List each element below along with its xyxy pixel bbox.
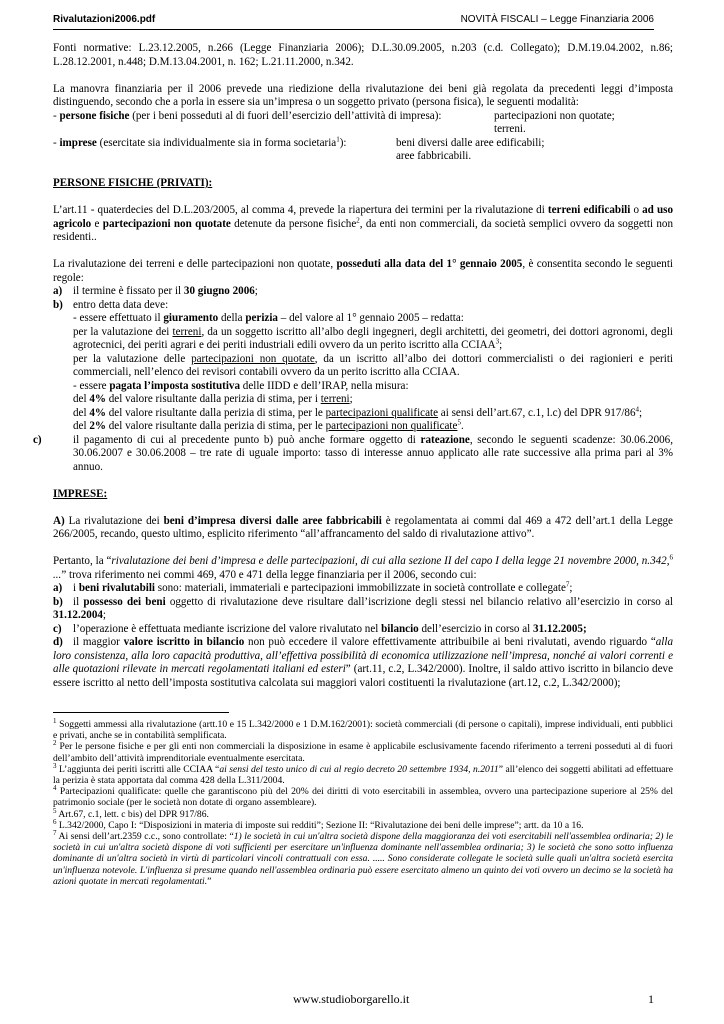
intro-paragraph: La manovra finanziaria per il 2006 prevede una riedizione della rivalutazione dei beni già regolata da precedenti leggi d’imposta distinguendo, secondo che a porla in essere sia un’impresa o un soggetto privato (persona fisica), le seguenti modalità:: [53, 82, 673, 108]
footnote-4: $^4$ Partecipazioni qualificate: quelle che garantiscono più del 20% dei diritti di voto esercitabili in assemblea, ovvero una partecipazione superiore al 25% del patrimonio sociale (per le società non dotate di organo assembleare).: [53, 784, 673, 809]
rule-b: b) entro detta data deve:: [53, 298, 169, 311]
imprese-item-b: b) il possesso dei beni oggetto di rivalutazione deve risultare dall’iscrizione degli stessi nel bilancio relativo all’esercizio in corso al 31.12.2004;: [53, 595, 673, 621]
footnote-3: $^3$ L’aggiunta dei periti iscritti alle CCIAA “ai sensi del testo unico di cui al regio decreto 20 settembre 1934, n.2011” all’elenco dei soggetti abilitati ad effettuare la perizia è stata apportata dal comma 428 della L.311/2004.: [53, 761, 673, 787]
rule-c: c) il pagamento di cui al precedente punto b) può anche formare oggetto di rateazione, secondo le seguenti scadenze: 30.06.2006, 30.06.2007 e 30.06.2008 – tre rate di uguale importo: tasso di interesse annuo applicato alle rate successive alla prima pari al 3% annuo.: [33, 433, 673, 473]
header-divider: [53, 29, 654, 30]
imprese-item-d: d) il maggior valore iscritto in bilancio non può eccedere il valore effettivamente attribuibile ai beni rivalutati, avendo riguardo “alla loro consistenza, alla loro capacità produttiva, all’effettiva possibilità di economica utilizzazione nell’impresa, nonché ai valori correnti e alle quotazioni rilevate in mercati regolamentati italiani ed esteri” (art.11, c.2, L.342/2000). Inoltre, il saldo attivo iscritto in bilancio deve essere iscritto al netto dell’imposta sostitutiva calcolata sui maggiori valori costituenti la rivalutazione (art.12, c.2, L.342/2000);: [53, 636, 674, 689]
fonti-normative: Fonti normative: L.23.12.2005, n.266 (Legge Finanziaria 2006); D.L.30.09.2005, n.203 (c.d. Collegato); D.M.19.04.2002, n.86; L.28.12.2001, n.448; D.M.13.04.2001, n. 162; L.21.11.2000, n.342.: [53, 42, 673, 68]
rule-b-imposta: - essere pagata l’imposta sostitutiva delle IIDD e dell’IRAP, nella misura:: [73, 379, 409, 392]
imprese-item-c: c) l’operazione è effettuata mediante iscrizione del valore rivalutato nel bilancio dell’esercizio in corso al 31.12.2005;: [53, 622, 587, 635]
imp-label: imprese: [59, 136, 97, 149]
imp-item: beni diversi dalle aree edificabili;: [396, 136, 545, 149]
footer-website[interactable]: www.studioborgarello.it: [293, 992, 410, 1006]
pf-label: persone fisiche: [59, 109, 130, 122]
rule-b-terreni: per la valutazione dei terreni, da un soggetto iscritto all’albo degli ingegneri, degli architetti, dei geometri, dei dottori agronomi, degli agrotecnici, dei periti agrari e dei periti industriali edili ovvero da un perito iscritto alla CCIAA$^3$;: [73, 325, 673, 351]
modalita-imprese: - imprese (esercitate sia individualmente sia in forma societaria$^1$): beni diversi dalle aree edificabili;: [53, 134, 545, 149]
s2-paragraph-2: Pertanto, la “rivalutazione dei beni d’impresa e delle partecipazioni, di cui alla sezione II del capo I della legge 21 novembre 2000, n.342,$^6$ ...” trova riferimento nei commi 469, 470 e 471 della legge finanziaria per il 2006, secondo cui:: [53, 553, 673, 581]
footnote-5: $^5$ Art.67, c.1, lett. c bis) del DPR 917/86.: [53, 806, 209, 820]
rule-b-perizia: - essere effettuato il giuramento della perizia – del valore al 1° gennaio 2005 – redatta:: [73, 312, 464, 324]
rule-b-aliquota-terreni: del 4% del valore risultante dalla perizia di stima, per i terreni;: [73, 393, 353, 405]
rule-a: a) il termine è fissato per il 30 giugno 2006;: [53, 285, 258, 297]
footnote-7: $^7$ Ai sensi dell’art.2359 c.c., sono controllate: “1) le società in cui un'altra società dispone della maggioranza dei voti esercitabili nell'assemblea ordinaria; 2) le società in cui un'altra società dispone di voti sufficienti per esercitare un'influenza dominante nell'assemblea ordinaria; 3) le società che sono sotto influenza dominante di un'altra società in virtù di particolari vincoli contrattuali con essa. ..... Sono considerate collegate le società sulle quali un'altra società esercita un'influenza notevole. L'influenza si presume quando nell'assemblea ordinaria può essere esercitato almeno un quinto dei voti ovvero un decimo se la società ha azioni quotate in mercati regolamentati.”: [53, 828, 673, 887]
page-header: [53, 14, 654, 30]
header-filename: Rivalutazioni2006.pdf: [53, 14, 156, 25]
footnote-divider: [53, 712, 229, 713]
header-title: NOVITÀ FISCALI – Legge Finanziaria 2006: [460, 14, 654, 25]
rule-b-aliquota-non-qualificate: del 2% del valore risultante dalla perizia di stima, per le partecipazioni non qualificate$^5$.: [73, 418, 464, 432]
s1-paragraph-2: La rivalutazione dei terreni e delle partecipazioni non quotate, posseduti alla data del 1° gennaio 2005, è consentita secondo le seguenti regole:: [53, 258, 673, 284]
rule-b-aliquota-qualificate: del 4% del valore risultante dalla perizia di stima, per le partecipazioni qualificate ai sensi dell’art.67, c.1, l.c) del DPR $917/86^4$;: [73, 404, 643, 419]
pf-item: terreni.: [494, 123, 526, 135]
s1-paragraph-1: L’art.11 - quaterdecies del D.L.203/2005, al comma 4, prevede la riapertura dei termini per la rivalutazione di terreni edificabili o ad uso agricolo e partecipazioni non quotate detenute da persone fisiche$^2$, da enti non commerciali, da società semplici ovvero da soggetti non residenti..: [53, 204, 673, 243]
imp-item: aree fabbricabili.: [396, 150, 472, 162]
imprese-item-a: a) i beni rivalutabili sono: materiali, immateriali e partecipazioni immobilizzate in società controllate e collegate$^7$;: [53, 580, 573, 594]
footnote-1: $^1$ Soggetti ammessi alla rivalutazione (artt.10 e 15 L.342/2000 e 1 D.M.162/2001): società commerciali (di persone o capitali), imprese individuali, enti pubblici e privati, anche se in contabilità semplificata.: [53, 716, 673, 742]
rule-b-partecipazioni: per la valutazione delle partecipazioni non quotate, da un iscritto all’albo dei dottori commercialisti o dei ragionieri e periti commerciali, nell’elenco dei revisori contabili ovvero da un perito iscritto alla CCIAA.: [73, 352, 673, 378]
document-body: [33, 42, 674, 887]
footnote-2: $^2$ Per le persone fisiche e per gli enti non commerciali la disposizione in esame è applicabile esclusivamente facendo riferimento a terreni posseduti al di fuori dell’ambito dell’attività imprenditoriale eventualmente esercitata.: [53, 739, 673, 764]
section-title-persone-fisiche: PERSONE FISICHE (PRIVATI):: [53, 177, 213, 189]
section-title-imprese: IMPRESE:: [53, 487, 108, 500]
page-number: 1: [648, 992, 654, 1006]
footnote-6: $^6$ L.342/2000, Capo I: “Disposizioni in materia di imposte sui redditi”; Sezione II: “Rivalutazione dei beni delle imprese”; artt. da 10 a 16.: [53, 817, 584, 831]
modalita-persone-fisiche: - persone fisiche (per i beni posseduti al di fuori dell’esercizio dell’attività di impresa): partecipazioni non quotate;: [53, 109, 615, 122]
s2-paragraph-1: A) La rivalutazione dei beni d’impresa diversi dalle aree fabbricabili è regolamentata ai commi dal 469 a 472 dell’art.1 della Legge 266/2005, recando, questo ultimo, esplicito riferimento “all’affrancamento del saldo di rivalutazione attivo”.: [53, 514, 673, 540]
pf-item: partecipazioni non quotate;: [494, 109, 615, 122]
